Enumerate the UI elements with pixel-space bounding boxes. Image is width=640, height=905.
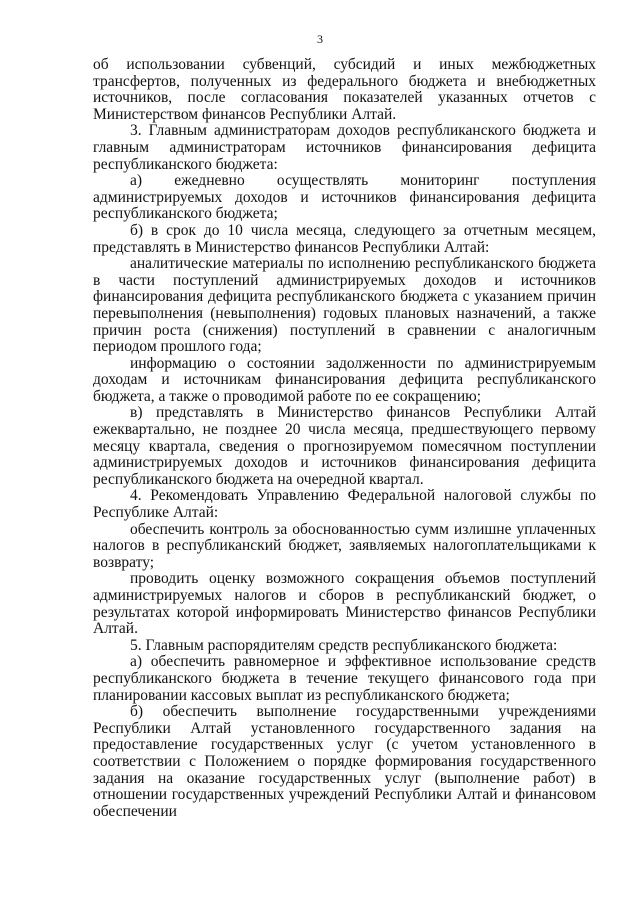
paragraph-4: б) в срок до 10 числа месяца, следующего за отчетным месяцем, представлять в Министерство финансов Республики Алтай: xyxy=(93,221,596,256)
page-number: 3 xyxy=(317,32,323,46)
paragraph-5: аналитические материалы по исполнению республиканского бюджета в части поступлений администрируемых доходов и источников финансирования дефицита республиканского бюджета с указанием причин перевыполнения (невыполнения) годовых плановых назначений, а также причин роста (снижения) поступлений в сравнении с аналогичным периодом прошлого года; xyxy=(93,255,596,356)
paragraph-9: обеспечить контроль за обоснованностью сумм излишне уплаченных налогов в республиканский бюджет, заявляемых налогоплательщиками к возврату; xyxy=(93,520,596,571)
paragraph-1: об использовании субвенций, субсидий и иных межбюджетных трансфертов, полученных из федерального бюджета и внебюджетных источников, после согласования показателей указанных отчетов с Министерством финансов Республики Алтай. xyxy=(93,56,596,123)
paragraph-3: а) ежедневно осуществлять мониторинг поступления администрируемых доходов и источников финансирования дефицита республиканского бюджета; xyxy=(93,172,596,223)
paragraph-8: 4. Рекомендовать Управлению Федеральной налоговой службы по Республике Алтай: xyxy=(93,487,596,522)
paragraph-12: а) обеспечить равномерное и эффективное использование средств республиканского бюджета в течение текущего финансового года при планировании кассовых выплат из республиканского бюджета; xyxy=(93,653,596,704)
document-body xyxy=(93,57,596,820)
paragraph-10: проводить оценку возможного сокращения объемов поступлений администрируемых налогов и сборов в республиканский бюджет, о результатах которой информировать Министерство финансов Республики Алтай. xyxy=(93,570,596,638)
paragraph-2: 3. Главным администраторам доходов республиканского бюджета и главным администраторам источников финансирования дефицита республиканского бюджета: xyxy=(93,122,596,173)
paragraph-7: в) представлять в Министерство финансов Республики Алтай ежеквартально, не позднее 20 числа месяца, предшествующего первому месяцу квартала, сведения о прогнозируемом помесячном поступлении администрируемых доходов и источников финансирования дефицита республиканского бюджета на очередной квартал. xyxy=(93,404,596,488)
paragraph-11: 5. Главным распорядителям средств республиканского бюджета: xyxy=(130,636,558,654)
paragraph-13: б) обеспечить выполнение государственными учреждениями Республики Алтай установленного государственного задания на предоставление государственных услуг (с учетом установленного в соответствии с Положением о порядке формирования государственного задания на оказание государственных услуг (выполнение работ) в отношении государственных учреждений Республики Алтай и финансовом обеспечении xyxy=(93,703,596,820)
paragraph-6: информацию о состоянии задолженности по администрируемым доходам и источникам финансирования дефицита республиканского бюджета, а также о проводимой работе по ее сокращению; xyxy=(93,354,596,405)
